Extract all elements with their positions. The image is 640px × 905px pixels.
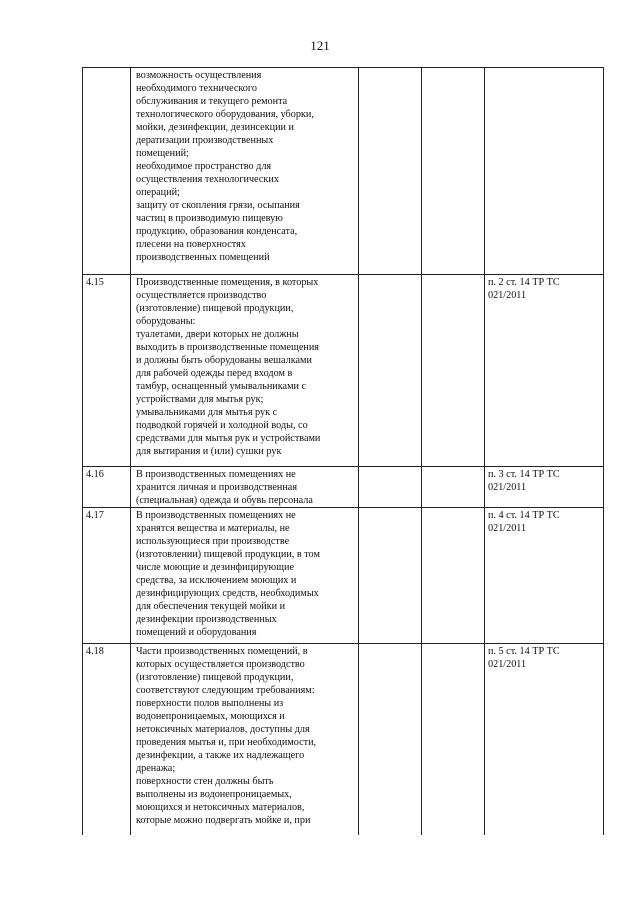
legal-reference-line: п. 5 ст. 14 ТР ТС [488, 646, 560, 657]
requirement-text-cell [131, 644, 359, 836]
legal-reference-line: 021/2011 [488, 290, 527, 301]
requirement-text-line: и должны быть оборудованы вешалками [136, 355, 312, 366]
table-row [83, 508, 604, 644]
requirement-text-line: для рабочей одежды перед входом в [136, 368, 293, 379]
item-number: 4.17 [86, 510, 104, 521]
requirement-text-line: дератизации производственных [136, 135, 274, 146]
table-row [83, 275, 604, 467]
requirement-text-line: продукцию, образования конденсата, [136, 226, 298, 237]
legal-reference-cell [485, 275, 604, 467]
legal-reference-line: п. 4 ст. 14 ТР ТС [488, 510, 560, 521]
requirement-text-line: выполнены из водонепроницаемых, [136, 789, 292, 800]
requirement-text-line: возможность осуществления [136, 70, 262, 81]
requirement-text-line: дезинфекции производственных [136, 614, 277, 625]
requirement-text-line: числе моющие и дезинфицирующие [136, 562, 294, 573]
requirement-text-line: необходимое пространство для [136, 161, 272, 172]
requirement-text-line: средствами для мытья рук и устройствами [136, 433, 321, 444]
legal-reference-cell [485, 644, 604, 836]
requirement-text-line: дренажа; [136, 763, 176, 774]
table-row [83, 467, 604, 508]
legal-reference-line: 021/2011 [488, 659, 527, 670]
page-number: 121 [310, 38, 330, 53]
item-number: 4.15 [86, 277, 104, 288]
answer-cell [359, 644, 422, 836]
requirement-text-line: хранятся вещества и материалы, не [136, 523, 290, 534]
requirement-text-line: туалетами, двери которых не должны [136, 329, 299, 340]
requirement-text-line: оборудованы: [136, 316, 196, 327]
requirement-text-line: водонепроницаемых, моющихся и [136, 711, 285, 722]
requirement-text-line: выходить в производственные помещения [136, 342, 319, 353]
requirement-text-line: осуществляется производство [136, 290, 267, 301]
requirement-text-cell [131, 68, 359, 275]
requirement-text-line: моющихся и нетоксичных материалов, [136, 802, 305, 813]
legal-reference-line: п. 3 ст. 14 ТР ТС [488, 469, 560, 480]
item-number-cell [83, 467, 131, 508]
requirement-text-line: поверхности стен должны быть [136, 776, 274, 787]
requirement-text-line: которых осуществляется производство [136, 659, 305, 670]
requirement-text-line: нетоксичных материалов, доступны для [136, 724, 310, 735]
answer-cell [359, 467, 422, 508]
requirement-text-line: дезинфекции, а также их надлежащего [136, 750, 305, 761]
requirement-text-line: В производственных помещениях не [136, 510, 296, 521]
requirement-text-line: (изготовлении) пищевой продукции, в том [136, 549, 320, 560]
requirement-text-line: подводкой горячей и холодной воды, со [136, 420, 308, 431]
item-number-cell [83, 275, 131, 467]
requirement-text-line: мойки, дезинфекции, дезинсекции и [136, 122, 294, 133]
answer-cell-2 [422, 467, 485, 508]
legal-reference-line: 021/2011 [488, 523, 527, 534]
requirement-text-line: использующиеся при производстве [136, 536, 290, 547]
requirement-text-line: производственных помещений [136, 252, 270, 263]
requirement-text-line: защиту от скопления грязи, осыпания [136, 200, 300, 211]
legal-reference-cell [485, 467, 604, 508]
requirement-text-line: операций; [136, 187, 180, 198]
requirement-text-cell [131, 467, 359, 508]
requirement-text-line: для обеспечения текущей мойки и [136, 601, 286, 612]
requirement-text-line: (изготовление) пищевой продукции, [136, 303, 294, 314]
requirement-text-line: устройствами для мытья рук; [136, 394, 264, 405]
requirements-table [82, 67, 604, 835]
requirement-text-line: тамбур, оснащенный умывальниками с [136, 381, 307, 392]
item-number: 4.16 [86, 469, 104, 480]
item-number-cell [83, 508, 131, 644]
requirement-text-line: необходимого технического [136, 83, 257, 94]
legal-reference-line: 021/2011 [488, 482, 527, 493]
requirement-text-cell [131, 275, 359, 467]
requirement-text-line: дезинфицирующих средств, необходимых [136, 588, 319, 599]
legal-reference-line: п. 2 ст. 14 ТР ТС [488, 277, 560, 288]
requirement-text-line: Части производственных помещений, в [136, 646, 308, 657]
answer-cell [359, 68, 422, 275]
legal-reference-cell [485, 68, 604, 275]
item-number-cell [83, 644, 131, 836]
requirement-text-line: Производственные помещения, в которых [136, 277, 319, 288]
requirement-text-line: осуществления технологических [136, 174, 279, 185]
requirement-text-line: помещений и оборудования [136, 627, 257, 638]
requirement-text-cell [131, 508, 359, 644]
requirement-text-line: обслуживания и текущего ремонта [136, 96, 288, 107]
legal-reference-cell [485, 508, 604, 644]
requirement-text-line: соответствуют следующим требованиям: [136, 685, 315, 696]
answer-cell-2 [422, 644, 485, 836]
requirement-text-line: которые можно подвергать мойке и, при [136, 815, 311, 826]
answer-cell-2 [422, 68, 485, 275]
answer-cell-2 [422, 508, 485, 644]
requirement-text-line: В производственных помещениях не [136, 469, 296, 480]
table-row [83, 644, 604, 836]
answer-cell-2 [422, 275, 485, 467]
table-row [83, 68, 604, 275]
requirement-text-line: (специальная) одежда и обувь персонала [136, 495, 313, 506]
requirement-text-line: частиц в производимую пищевую [136, 213, 283, 224]
requirement-text-line: (изготовление) пищевой продукции, [136, 672, 294, 683]
answer-cell [359, 508, 422, 644]
requirement-text-line: плесени на поверхностях [136, 239, 246, 250]
requirement-text-line: помещений; [136, 148, 189, 159]
requirement-text-line: проведения мытья и, при необходимости, [136, 737, 317, 748]
item-number: 4.18 [86, 646, 104, 657]
requirement-text-line: хранится личная и производственная [136, 482, 298, 493]
requirement-text-line: для вытирания и (или) сушки рук [136, 446, 282, 457]
requirement-text-line: умывальниками для мытья рук с [136, 407, 278, 418]
item-number-cell [83, 68, 131, 275]
answer-cell [359, 275, 422, 467]
requirement-text-line: поверхности полов выполнены из [136, 698, 284, 709]
requirement-text-line: средства, за исключением моющих и [136, 575, 297, 586]
requirement-text-line: технологического оборудования, уборки, [136, 109, 314, 120]
